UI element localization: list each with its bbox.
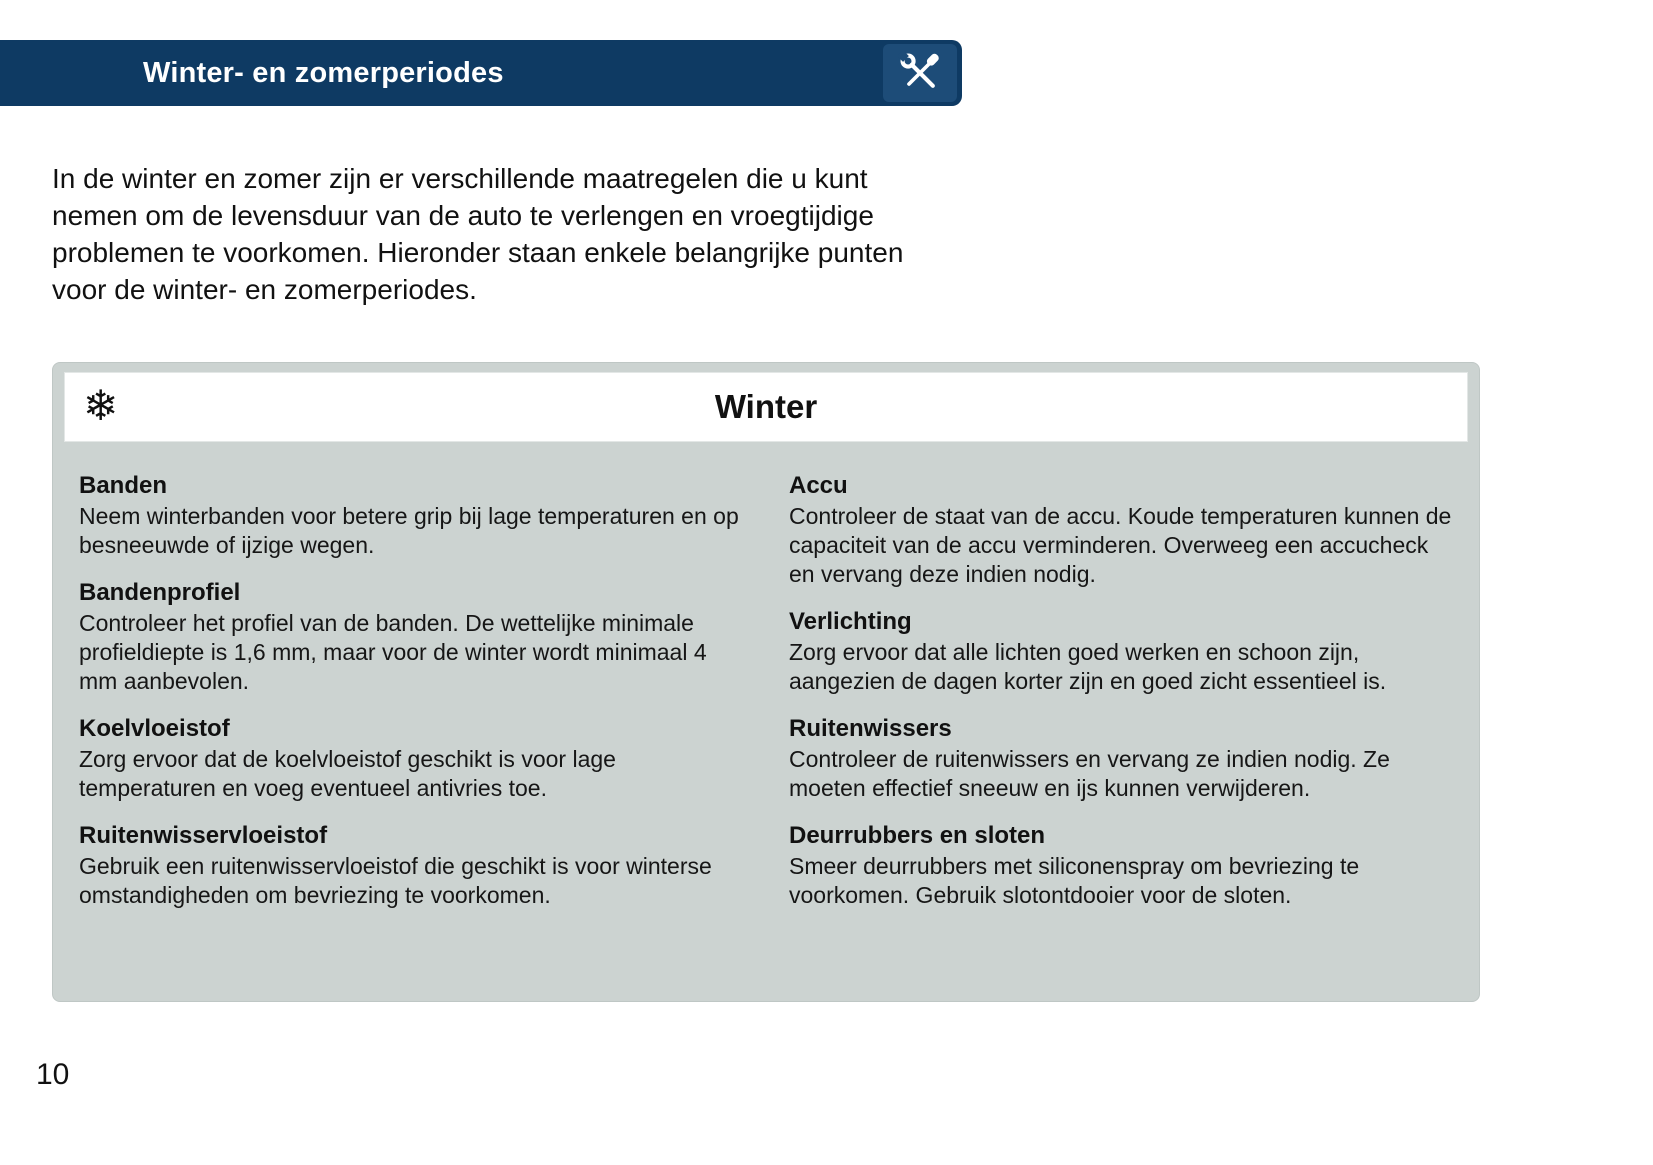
winter-item-bandenprofiel [79, 579, 743, 696]
item-title: Deurrubbers en sloten [789, 822, 1046, 849]
winter-item-verlichting [789, 608, 1453, 696]
winter-columns [53, 442, 1479, 929]
item-title: Bandenprofiel [79, 579, 241, 606]
winter-item-banden [79, 472, 743, 560]
tools-icon [883, 44, 957, 102]
item-title: Accu [789, 472, 848, 499]
item-body: Neem winterbanden voor betere grip bij lage temperaturen en op besneeuwde of ijzige wegen. [79, 503, 739, 558]
page-number: 10 [36, 1058, 70, 1091]
item-body: Controleer het profiel van de banden. De wettelijke minimale profieldiepte is 1,6 mm, maar voor de winter wordt minimaal 4 mm aanbevolen. [79, 610, 707, 694]
winter-item-ruitenwissers [789, 715, 1453, 803]
item-title: Banden [79, 472, 168, 499]
item-body: Zorg ervoor dat alle lichten goed werken en schoon zijn, aangezien de dagen korter zijn en goed zicht essentieel is. [789, 639, 1387, 694]
item-title: Verlichting [789, 608, 912, 635]
item-body: Gebruik een ruitenwisservloeistof die geschikt is voor winterse omstandigheden om bevriezing te voorkomen. [79, 853, 712, 908]
item-title: Ruitenwisservloeistof [79, 822, 328, 849]
item-title: Ruitenwissers [789, 715, 952, 742]
winter-section-header [64, 372, 1468, 442]
winter-item-deurrubbers [789, 822, 1453, 910]
item-body: Smeer deurrubbers met siliconenspray om bevriezing te voorkomen. Gebruik slotontdooier voor de sloten. [789, 853, 1360, 908]
winter-item-accu [789, 472, 1453, 589]
intro-paragraph: In de winter en zomer zijn er verschillende maatregelen die u kunt nemen om de levensduur van de auto te verlengen en vroegtijdige problemen te voorkomen. Hieronder staan enkele belangrijke punten voor de winter- en zomerperiodes. [52, 163, 904, 305]
winter-section [52, 362, 1480, 1002]
header-banner [0, 40, 962, 106]
winter-item-ruitenwisservloeistof [79, 822, 743, 910]
item-body: Zorg ervoor dat de koelvloeistof geschikt is voor lage temperaturen en voeg eventueel antivries toe. [79, 746, 616, 801]
item-title: Koelvloeistof [79, 715, 230, 742]
item-body: Controleer de ruitenwissers en vervang ze indien nodig. Ze moeten effectief sneeuw en ijs kunnen verwijderen. [789, 746, 1390, 801]
winter-left-column [79, 472, 743, 929]
winter-title: Winter [714, 388, 818, 425]
item-body: Controleer de staat van de accu. Koude temperaturen kunnen de capaciteit van de accu verminderen. Overweeg een accucheck en vervang deze indien nodig. [789, 503, 1452, 587]
winter-right-column [789, 472, 1453, 929]
snowflake-icon: ❄ [83, 381, 119, 431]
page-title: Winter- en zomerperiodes [143, 56, 504, 89]
winter-item-koelvloeistof [79, 715, 743, 803]
